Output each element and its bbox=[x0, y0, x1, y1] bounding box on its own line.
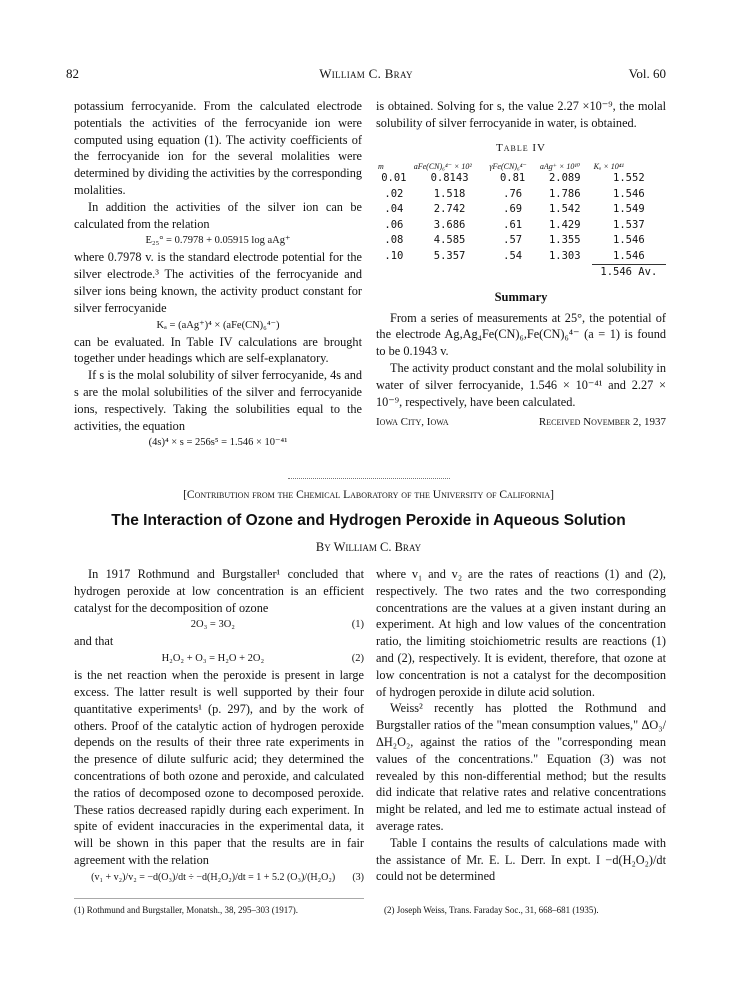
table-cell: 1.429 bbox=[548, 218, 581, 231]
paragraph: can be evaluated. In Table IV calculations are brought together under headings which are self-explanatory. bbox=[74, 334, 362, 366]
paragraph: and that bbox=[74, 634, 114, 649]
table-header-cell: aAg⁺ × 10¹⁰ bbox=[539, 162, 580, 172]
table-cell: 4.585 bbox=[433, 234, 466, 247]
right-column-top bbox=[376, 98, 666, 431]
section-divider bbox=[288, 478, 450, 479]
table-row bbox=[376, 218, 666, 234]
left-column-top bbox=[74, 98, 362, 451]
table-row bbox=[376, 187, 666, 203]
table-title: Table IV bbox=[496, 141, 546, 154]
table-iv bbox=[376, 162, 666, 281]
table-cell: .06 bbox=[384, 218, 404, 231]
paragraph: The activity product constant and the molal solubility in water of silver ferrocyanide, 1.546 × 10⁻⁴¹ and 2.27 × 10⁻⁹, respectively, have been calculated. bbox=[376, 361, 666, 409]
page-number: 82 bbox=[66, 66, 79, 81]
article-title: The Interaction of Ozone and Hydrogen Peroxide in Aqueous Solution bbox=[111, 512, 626, 529]
table-cell: 1.786 bbox=[548, 187, 581, 200]
equation: E₂₅° = 0.7978 + 0.05915 log aAg⁺ bbox=[145, 235, 291, 247]
table-average: 1.546 Av. bbox=[600, 266, 658, 279]
received-label: Received November 2, 1937 bbox=[538, 416, 666, 429]
paragraph: where 0.7978 v. is the standard electrode potential for the silver electrode.³ The activities of the ferrocyanide and silver ions being known, the activity product constant for silver ferrocyanide bbox=[74, 250, 362, 315]
running-header bbox=[66, 66, 666, 82]
article-byline: By William C. Bray bbox=[315, 540, 422, 554]
table-cell: 0.8143 bbox=[430, 172, 469, 185]
table-cell: .61 bbox=[503, 218, 523, 231]
table-cell: 3.686 bbox=[433, 218, 466, 231]
table-cell: .57 bbox=[503, 234, 523, 247]
table-row bbox=[376, 171, 666, 187]
table-cell: .08 bbox=[384, 234, 404, 247]
contribution-line: [Contribution from the Chemical Laboratory of the University of California] bbox=[183, 489, 554, 501]
paragraph: Weiss² recently has plotted the Rothmund and Burgstaller ratios of the "mean consumption values," ΔO₃/ΔH₂O₂, against the ratios of the "corresponding mean values of the concentrations." Equation (3) was not revealed by this non-differential method; but the results did indicate that relative rates and relative concentrations might be related, and led me to estimate actual instead of average rates. bbox=[376, 701, 666, 833]
paragraph: potassium ferrocyanide. From the calculated electrode potentials the activities of the ferrocyanide ion were computed using equation (1). The activity coefficients of the ferrocyanide ion for the several molalities were determined by dividing the activities by the corresponding molalities. bbox=[74, 99, 362, 197]
table-cell: 1.552 bbox=[613, 172, 645, 185]
table-cell: 2.089 bbox=[548, 172, 581, 185]
table-header-cell: m bbox=[378, 162, 384, 172]
equation: Kₐ = (aAg⁺)⁴ × (aFe(CN)₆⁴⁻) bbox=[156, 319, 280, 331]
table-cell: 1.546 bbox=[613, 187, 645, 200]
right-column-bottom bbox=[376, 566, 666, 885]
table-header-cell: aFe(CN)₆⁴⁻ × 10² bbox=[413, 162, 472, 172]
left-column-bottom bbox=[74, 566, 364, 886]
table-cell: .02 bbox=[384, 187, 404, 200]
table-cell: .76 bbox=[503, 187, 523, 200]
table-cell: 1.542 bbox=[548, 203, 581, 216]
equation bbox=[74, 616, 364, 633]
table-cell: 1.546 bbox=[592, 249, 666, 265]
table-row bbox=[376, 249, 666, 265]
table-cell: 1.537 bbox=[613, 218, 645, 231]
table-cell: .10 bbox=[384, 250, 404, 263]
table-cell: .54 bbox=[503, 250, 523, 263]
table-cell: .69 bbox=[503, 203, 523, 216]
place-label: Iowa City, Iowa bbox=[376, 416, 449, 429]
table-header-cell: γFe(CN)₆⁴⁻ bbox=[489, 162, 527, 172]
equation-body: 2O₃ = 3O₂ bbox=[190, 619, 235, 631]
table-cell: 1.546 bbox=[613, 234, 645, 247]
table-row bbox=[376, 202, 666, 218]
table-header-row bbox=[376, 162, 666, 171]
equation: (4s)⁴ × s = 256s⁵ = 1.546 × 10⁻⁴¹ bbox=[148, 437, 288, 449]
table-cell: 1.303 bbox=[548, 250, 581, 263]
equation bbox=[74, 650, 364, 667]
summary-heading: Summary bbox=[494, 289, 548, 304]
footnote-rule bbox=[74, 898, 364, 899]
table-cell: 1.549 bbox=[613, 203, 645, 216]
paragraph: is obtained. Solving for s, the value 2.27 ×10⁻⁹, the molal solubility of silver ferrocyanide in water, is obtained. bbox=[376, 99, 666, 130]
paragraph: In addition the activities of the silver ion can be calculated from the relation bbox=[74, 199, 362, 231]
equation-number: (3) bbox=[352, 871, 364, 883]
paragraph: In 1917 Rothmund and Burgstaller¹ concluded that hydrogen peroxide at low concentration is an efficient catalyst for the decomposition of ozone bbox=[74, 567, 364, 615]
table-header-cell: Kₐ × 10⁴¹ bbox=[593, 162, 624, 172]
footnote: (1) Rothmund and Burgstaller, Monatsh., 38, 295–303 (1917). bbox=[74, 905, 298, 915]
paragraph: is the net reaction when the peroxide is present in large excess. The latter result is well supported by their four quantitative experiments¹ (p. 297), and by the work of others. Proof of the catalytic action of hydrogen peroxide depends on the results of their three rate experiments in the presence of dilute sulfuric acid; they determined the concentrations of both ozone and peroxide, and calculated the ratios of decomposed ozone to decomposed peroxide. These ratios decreased rapidly during each experiment. In spite of evident inaccuracies in the experimental data, it will be shown in this paper that the results are in fair agreement with the relation bbox=[74, 668, 364, 867]
table-row bbox=[376, 233, 666, 249]
paragraph: If s is the molal solubility of silver ferrocyanide, 4s and s are the molal solubilities of the silver and ferrocyanide ions, respectively. Taking the solubilities equal to the activities, the equation bbox=[74, 368, 362, 433]
table-cell: 0.81 bbox=[499, 172, 526, 185]
paragraph: where v₁ and v₂ are the rates of reactions (1) and (2), respectively. The two rates and the two corresponding concentrations are the values at a given instant during an experiment. At high and low values of the concentration ratio, the limiting stoichiometric results are reactions (1) and (2), respectively. It is evident, therefore, that ozone at low concentration is not a catalyst for the decomposition of hydrogen peroxide in dilute acid solution. bbox=[376, 567, 666, 699]
running-author: William C. Bray bbox=[319, 66, 413, 81]
table-cell: 1.355 bbox=[548, 234, 581, 247]
equation-number: (2) bbox=[351, 653, 364, 665]
table-cell: .04 bbox=[384, 203, 404, 216]
signature-line bbox=[376, 414, 666, 431]
table-cell: 5.357 bbox=[433, 250, 466, 263]
equation-number: (1) bbox=[351, 619, 364, 631]
equation-body: (v₁ + v₂)/v₂ = −d(O₃)/dt ÷ −d(H₂O₂)/dt = 1 + 5.2 (O₃)/(H₂O₂) bbox=[91, 871, 336, 883]
footnote: (2) Joseph Weiss, Trans. Faraday Soc., 31, 668–681 (1935). bbox=[384, 905, 599, 915]
volume-label: Vol. 60 bbox=[628, 66, 666, 81]
table-cell: 1.518 bbox=[433, 187, 466, 200]
equation bbox=[74, 869, 364, 886]
table-cell: 2.742 bbox=[433, 203, 466, 216]
table-cell: 0.01 bbox=[381, 172, 407, 185]
equation-body: H₂O₂ + O₃ = H₂O + 2O₂ bbox=[161, 653, 265, 665]
paragraph: Table I contains the results of calculations made with the assistance of Mr. E. L. Derr. In expt. I −d(H₂O₂)/dt could not be determined bbox=[376, 835, 666, 884]
paragraph: From a series of measurements at 25°, the potential of the electrode Ag,Ag₄Fe(CN)₆,Fe(CN)₆⁴⁻ (a = 1) is found to be 0.1943 v. bbox=[376, 310, 666, 359]
table-average-row bbox=[376, 265, 666, 281]
